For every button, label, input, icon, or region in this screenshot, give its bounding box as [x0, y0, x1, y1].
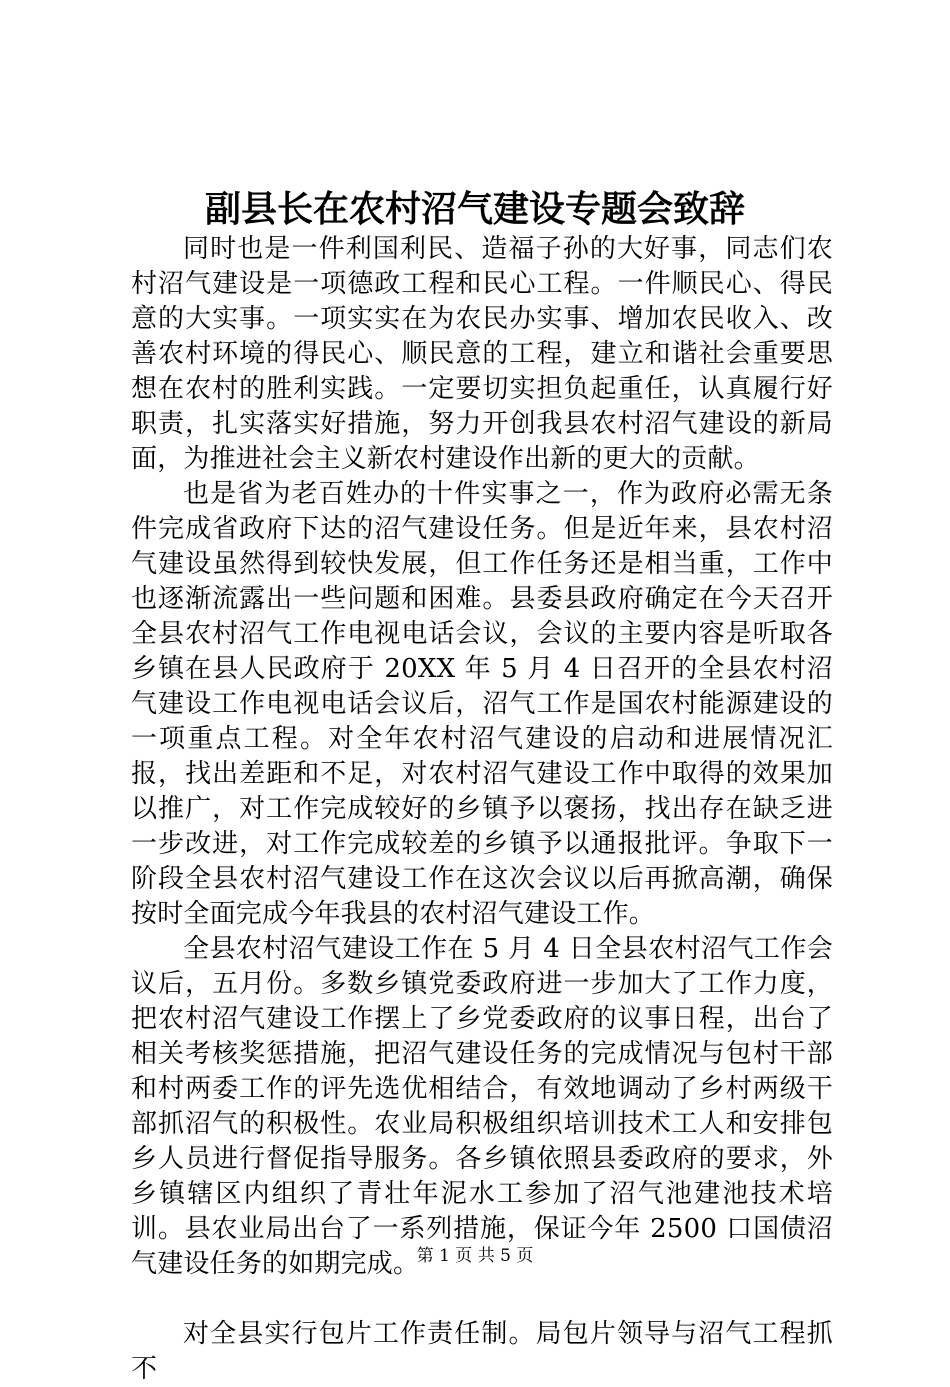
paragraph-2: 也是省为老百姓办的十件实事之一，作为政府必需无条件完成省政府下达的沼气建设任务。但是近年来，县农村沼气建设虽然得到较快发展，但工作任务还是相当重，工作中也逐渐流露出一些问题和困难。县委县政府确定在今天召开全县农村沼气工作电视电话会议，会议的主要内容是听取各乡镇在县人民政府于 20XX 年 5 月 4 日召开的全县农村沼气建设工作电视电话会议后，沼气工作是国农村能源建设的一项重点工程。对全年农村沼气建设的启动和进展情况汇报，找出差距和不足，对农村沼气建设工作中取得的效果加以推广，对工作完成较好的乡镇予以褒扬，找出存在缺乏进一步改进，对工作完成较差的乡镇予以通报批评。争取下一阶段全县农村沼气建设工作在这次会议以后再掀高潮，确保按时全面完成今年我县的农村沼气建设工作。: [131, 479, 833, 929]
paragraph-4: 对全县实行包片工作责任制。局包片领导与沼气工程抓不: [131, 1319, 833, 1384]
paragraph-3: 全县农村沼气建设工作在 5 月 4 日全县农村沼气工作会议后，五月份。多数乡镇党委政府进一步加大了工作力度，把农村沼气建设工作摆上了乡党委政府的议事日程，出台了相关考核奖惩措施，把沼气建设任务的完成情况与包村干部和村两委工作的评先选优相结合，有效地调动了乡村两级干部抓沼气的积极性。农业局积极组织培训技术工人和安排包乡人员进行督促指导服务。各乡镇依照县委政府的要求，外乡镇辖区内组织了青壮年泥水工参加了沼气池建池技术培训。县农业局出台了一系列措施，保证今年 2500 口国债沼气建设任务的如期完成。: [131, 934, 833, 1279]
document-body: [131, 232, 833, 1387]
document-title: 副县长在农村沼气建设专题会致辞: [204, 188, 745, 230]
paragraph-1: 同时也是一件利国利民、造福子孙的大好事，同志们农村沼气建设是一项德政工程和民心工程。一件顺民心、得民意的大实事。一项实实在为农民办实事、增加农民收入、改善农村环境的得民心、顺民意的工程，建立和谐社会重要思想在农村的胜利实践。一定要切实担负起重任，认真履行好职责，扎实落实好措施，努力开创我县农村沼气建设的新局面，为推进社会主义新农村建设作出新的更大的贡献。: [131, 234, 833, 474]
page-footer: 第 1 页 共 5 页: [416, 1246, 534, 1266]
